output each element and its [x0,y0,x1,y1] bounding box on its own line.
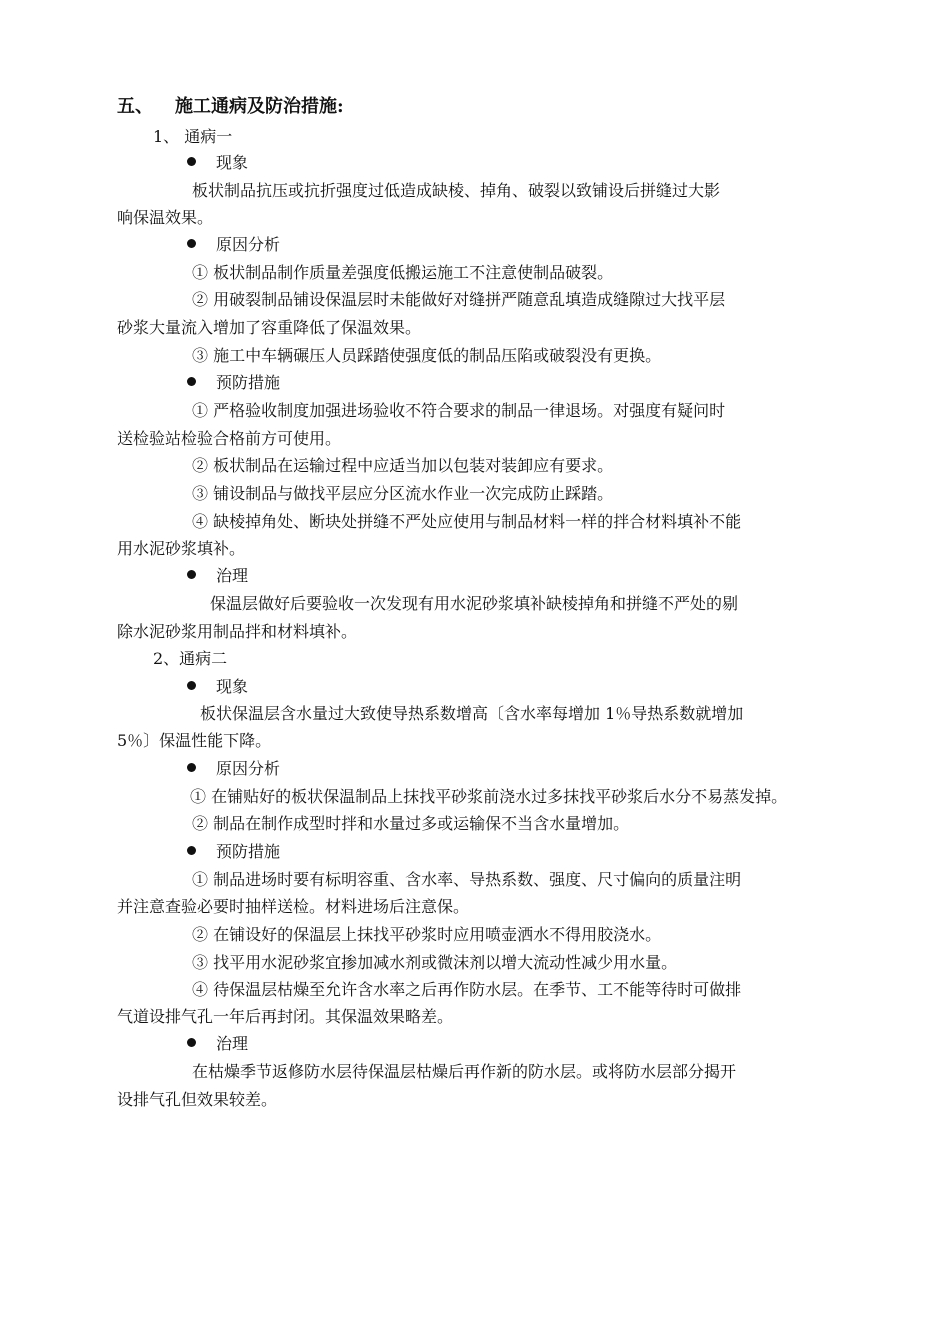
paragraph-line: 板状制品抗压或抗折强度过低造成缺棱、掉角、破裂以致铺设后拼缝过大影 [192,181,721,200]
bullet-icon [187,763,196,772]
paragraph-line: 除水泥砂浆用制品拌和材料填补。 [117,622,358,641]
paragraph-line: ① 严格验收制度加强进场验收不符合要求的制品一律退场。对强度有疑问时 [192,401,726,420]
bullet-icon [187,1038,196,1047]
paragraph-line: 送检验站检验合格前方可使用。 [117,429,342,448]
problem2-treatment-heading [187,1034,248,1054]
paragraph-line: 保温层做好后要验收一次发现有用水泥砂浆填补缺棱掉角和拼缝不严处的剔 [210,594,739,613]
paragraph-line: ③ 施工中车辆碾压人员踩踏使强度低的制品压陷或破裂没有更换。 [192,346,662,365]
bullet-label: 预防措施 [216,842,281,861]
paragraph-line: 气道设排气孔一年后再封闭。其保温效果略差。 [117,1007,454,1026]
problem1-treatment-heading [187,566,248,586]
bullet-icon [187,239,196,248]
bullet-icon [187,681,196,690]
bullet-label: 治理 [216,1034,249,1053]
paragraph-line: 板状保温层含水量过大致使导热系数增高〔含水率每增加 1％导热系数就增加 [200,704,744,723]
paragraph-line: ② 制品在制作成型时拌和水量过多或运输保不当含水量增加。 [192,814,630,833]
bullet-icon [187,377,196,386]
problem2-cause-heading [187,759,280,779]
paragraph-line: ③ 找平用水泥砂浆宜掺加减水剂或微沫剂以增大流动性减少用水量。 [192,953,678,972]
problem2-phenomenon-heading [187,677,248,697]
section-title: 施工通病及防治措施: [175,96,344,117]
paragraph-line: ② 在铺设好的保温层上抹找平砂浆时应用喷壶洒水不得用胶浇水。 [192,925,662,944]
paragraph-line: ① 板状制品制作质量差强度低搬运施工不注意使制品破裂。 [192,263,614,282]
bullet-label: 现象 [216,677,249,696]
bullet-label: 现象 [216,153,249,172]
paragraph-line: ② 板状制品在运输过程中应适当加以包装对装卸应有要求。 [192,456,614,475]
paragraph-line: 并注意查验必要时抽样送检。材料进场后注意保。 [117,897,470,916]
section-heading [117,97,344,117]
problem2-prevention-heading [187,842,280,862]
paragraph-line: ④ 待保温层枯燥至允许含水率之后再作防水层。在季节、工不能等待时可做排 [192,980,742,999]
bullet-icon [187,846,196,855]
paragraph-line: ② 用破裂制品铺设保温层时未能做好对缝拼严随意乱填造成缝隙过大找平层 [192,290,726,309]
bullet-label: 原因分析 [216,759,281,778]
paragraph-line: 用水泥砂浆填补。 [117,539,246,558]
paragraph-line: 砂浆大量流入增加了容重降低了保温效果。 [117,318,422,337]
problem1-phenomenon-heading [187,153,248,173]
problem2-title: 2、通病二 [153,649,228,668]
bullet-label: 原因分析 [216,235,281,254]
paragraph-line: ④ 缺棱掉角处、断块处拼缝不严处应使用与制品材料一样的拌合材料填补不能 [192,512,742,531]
bullet-icon [187,157,196,166]
section-number: 五、 [117,96,153,117]
paragraph-line: ① 在铺贴好的板状保温制品上抹找平砂浆前浇水过多抹找平砂浆后水分不易蒸发掉。 [190,787,788,806]
paragraph-line: ③ 铺设制品与做找平层应分区流水作业一次完成防止踩踏。 [192,484,614,503]
bullet-label: 治理 [216,566,249,585]
paragraph-line: 在枯燥季节返修防水层待保温层枯燥后再作新的防水层。或将防水层部分揭开 [192,1062,737,1081]
bullet-icon [187,570,196,579]
paragraph-line: ① 制品进场时要有标明容重、含水率、导热系数、强度、尺寸偏向的质量注明 [192,870,742,889]
paragraph-line: 5％〕保温性能下降。 [117,731,272,750]
paragraph-line: 设排气孔但效果较差。 [117,1090,278,1109]
problem1-prevention-heading [187,373,280,393]
problem1-title: 1、 通病一 [153,127,233,146]
problem1-cause-heading [187,235,280,255]
bullet-label: 预防措施 [216,373,281,392]
paragraph-line: 响保温效果。 [117,208,214,227]
